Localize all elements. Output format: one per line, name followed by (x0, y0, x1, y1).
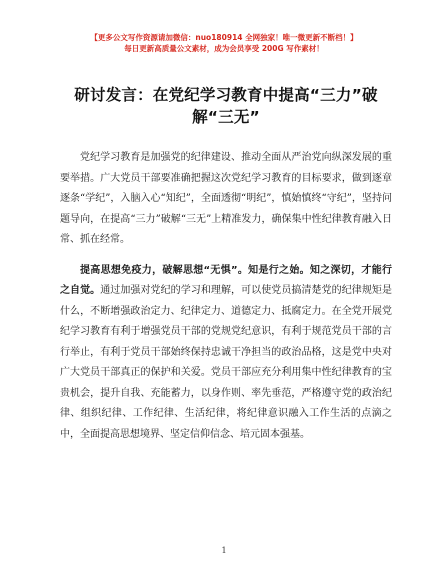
section-1-text: 通过加强对党纪的学习和理解，可以使党员搞清楚党的纪律规矩是什么，不断增强政治定力、纪律定力、道德定力、抵腐定力。在全党开展党纪学习教育有利于增强党员干部的党规党纪意识，有利于规范党员干部的言行举止，有利于党员干部始终保持忠诚干净担当的政治品格，这是党中央对广大党员干部真正的保护和关爱。党员干部应充分利用集中性纪律教育的宝贵机会，提升自我、充能蓄力，以身作则、率先垂范，严格遵守党的政治纪律、组织纪律、工作纪律、生活纪律，将纪律意识融入工作生活的点滴之中，全面提高思想境界、坚定信仰信念、培元固本强基。 (60, 285, 392, 440)
paragraph-section-1 (60, 261, 392, 446)
paragraph-intro: 党纪学习教育是加强党的纪律建设、推动全面从严治党向纵深发展的重要举措。广大党员干部要准确把握这次党纪学习教育的目标要求，做到逐章逐条“学纪”，入脑入心“知纪”，全面透彻“明纪”，慎始慎终“守纪”，坚持问题导向，在提高“三力”破解“三无”上精准发力，确保集中性纪律教育融入日常、抓在经常。 (60, 152, 392, 245)
promo-banner-line2: 每日更新高质量公文素材，成为会员享受 200G 写作素材！ (124, 44, 324, 53)
page-number: 1 (221, 546, 227, 555)
section-1-heading: 提高思想免疫力，破解思想“无惧”。知是行之始。知之深切，才能行之自觉。 (60, 264, 392, 296)
promo-banner-line1: 【更多公文写作资源请加微信：nuo180914 全网独家！唯一微更新不断档！】 (90, 33, 358, 42)
document-body (60, 148, 392, 455)
document-title: 研讨发言：在党纪学习教育中提高“三力”破解“三无” (74, 86, 378, 126)
